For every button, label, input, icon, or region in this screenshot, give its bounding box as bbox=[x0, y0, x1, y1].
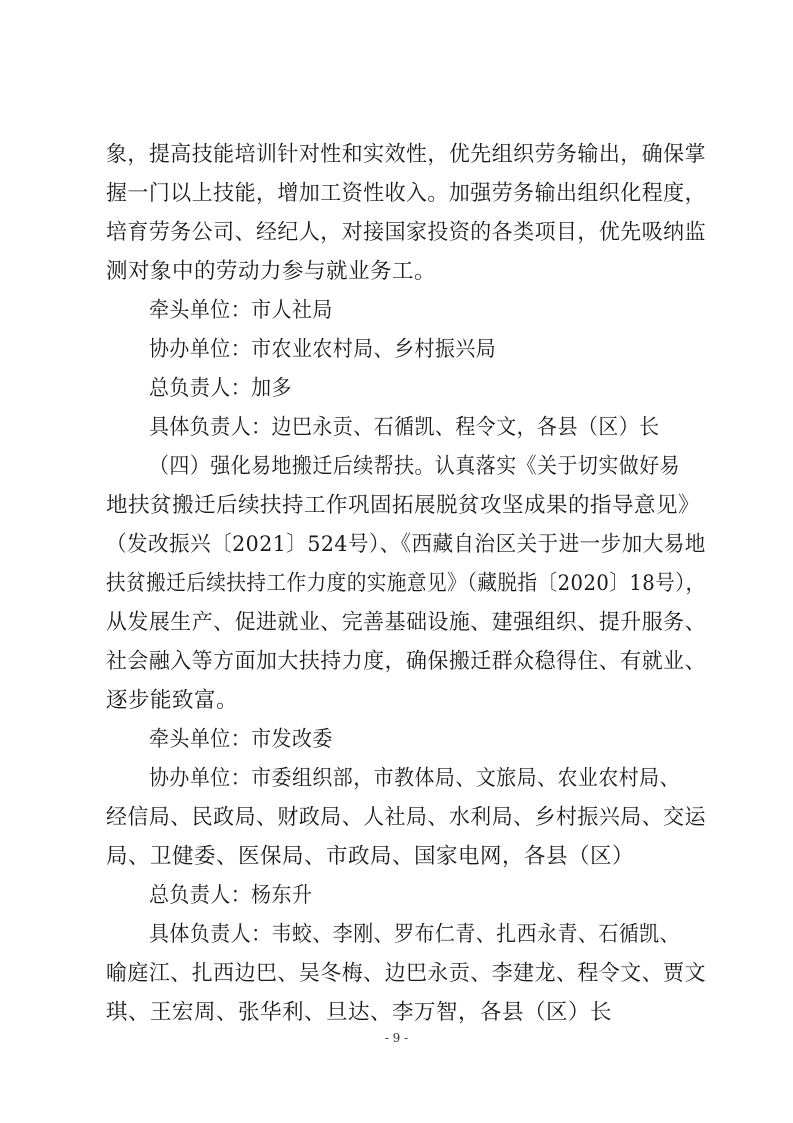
assisting-unit-label: 协办单位：市农业农村局、乡村振兴局 bbox=[149, 337, 497, 362]
chief-responsible-label: 总负责人：加多 bbox=[149, 376, 292, 401]
text-line: 喻庭江、扎西边巴、吴冬梅、边巴永贡、李建龙、程令文、贾文 bbox=[106, 961, 707, 986]
text-line: 局、卫健委、医保局、市政局、国家电网，各县（区） bbox=[106, 844, 635, 869]
lead-unit-label: 牵头单位：市人社局 bbox=[149, 298, 333, 323]
text-line: （发改振兴〔2021〕524号）、《西藏自治区关于进一步加大易地 bbox=[106, 532, 706, 557]
text-line: 地扶贫搬迁后续扶持工作巩固拓展脱贫攻坚成果的指导意见》 bbox=[106, 493, 701, 518]
text-line: 逐步能致富。 bbox=[106, 688, 239, 713]
text-line: 经信局、民政局、财政局、人社局、水利局、乡村振兴局、交运 bbox=[106, 805, 707, 830]
text-line: 扶贫搬迁后续扶持工作力度的实施意见》（藏脱指〔2020〕18号）， bbox=[106, 571, 706, 596]
text-line: 握一门以上技能，增加工资性收入。加强劳务输出组织化程度， bbox=[106, 181, 707, 206]
text-line: 从发展生产、促进就业、完善基础设施、建强组织、提升服务、 bbox=[106, 610, 707, 635]
assisting-unit-label: 协办单位：市委组织部，市教体局、文旅局、农业农村局、 bbox=[149, 766, 681, 791]
specific-responsible-label: 具体负责人：韦蛟、李刚、罗布仁青、扎西永青、石循凯、 bbox=[149, 922, 681, 947]
text-line: 琪、王宏周、张华利、旦达、李万智，各县（区）长 bbox=[106, 1000, 613, 1025]
text-line: 培育劳务公司、经纪人，对接国家投资的各类项目，优先吸纳监 bbox=[106, 220, 707, 245]
chief-responsible-label: 总负责人：杨东升 bbox=[149, 883, 313, 908]
text-line: 社会融入等方面加大扶持力度，确保搬迁群众稳得住、有就业、 bbox=[106, 649, 707, 674]
lead-unit-label: 牵头单位：市发改委 bbox=[149, 727, 333, 752]
text-line: 测对象中的劳动力参与就业务工。 bbox=[106, 259, 437, 284]
page-number: - 9 - bbox=[384, 1031, 409, 1045]
section-heading: （四）强化易地搬迁后续帮扶。认真落实《关于切实做好易 bbox=[149, 454, 681, 479]
specific-responsible-label: 具体负责人：边巴永贡、石循凯、程令文，各县（区）长 bbox=[149, 415, 660, 440]
text-line: 象，提高技能培训针对性和实效性，优先组织劳务输出，确保掌 bbox=[106, 142, 707, 167]
